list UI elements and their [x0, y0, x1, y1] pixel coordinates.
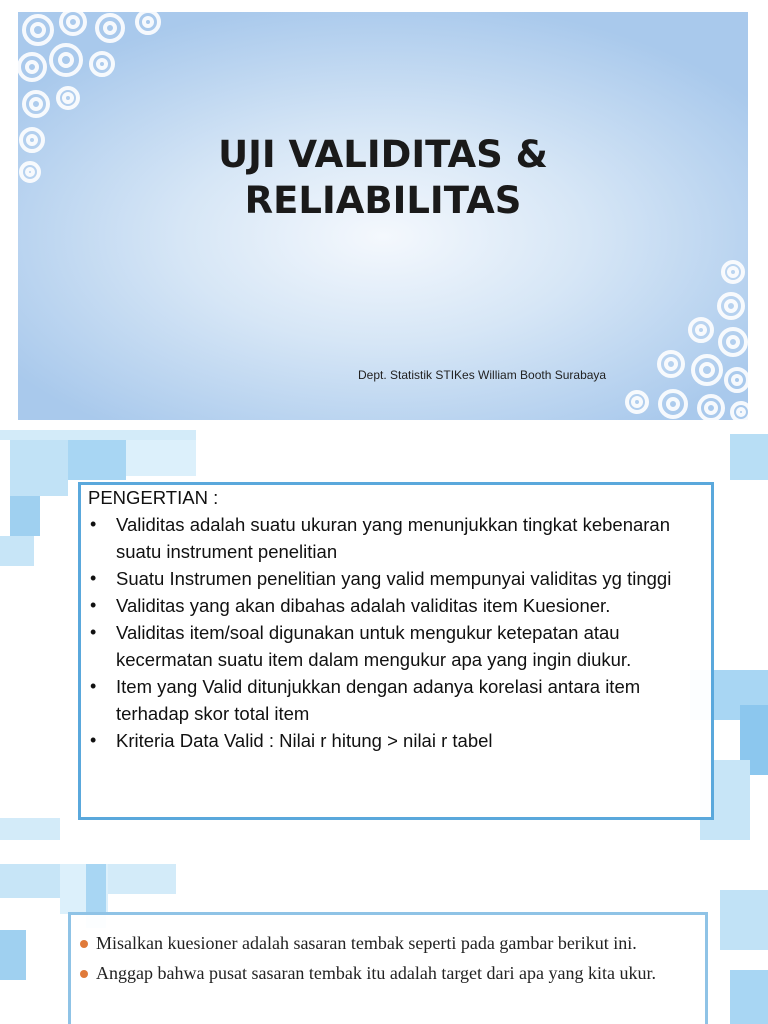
bullet-icon: •	[90, 622, 97, 642]
decor-square	[126, 440, 196, 476]
decor-square	[0, 536, 34, 566]
list-item-text: Validitas item/soal digunakan untuk mengukur ketepatan atau kecermatan suatu item dalam mengukur apa yang ingin diukur.	[116, 622, 632, 670]
list-item-text: Validitas yang akan dibahas adalah validitas item Kuesioner.	[116, 595, 611, 616]
list-item	[88, 727, 698, 754]
list-item-text: Suatu Instrumen penelitian yang valid mempunyai validitas yg tinggi	[116, 568, 672, 589]
decor-square	[0, 818, 60, 840]
bullet-icon: •	[90, 595, 97, 615]
title-slide	[18, 12, 748, 420]
swirl-ornament-bottom-right	[613, 260, 748, 420]
bullet-icon: •	[90, 568, 97, 588]
slide-title-line-2: RELIABILITAS	[244, 179, 522, 222]
list-item-text: Misalkan kuesioner adalah sasaran tembak seperti pada gambar berikut ini.	[96, 933, 637, 953]
decor-square	[108, 864, 176, 894]
list-item	[88, 673, 698, 727]
bullet-icon: •	[90, 676, 97, 696]
bullet-dot-icon	[80, 970, 88, 978]
list-item-text: Kriteria Data Valid : Nilai r hitung > nilai r tabel	[116, 730, 493, 751]
bullet-icon: •	[90, 514, 97, 534]
list-item-text: Anggap bahwa pusat sasaran tembak itu adalah target dari apa yang kita ukur.	[96, 963, 656, 983]
slide-subtitle: Dept. Statistik STIKes William Booth Surabaya	[358, 368, 607, 382]
decor-square	[0, 930, 26, 980]
decor-square	[730, 434, 768, 480]
definition-content	[88, 484, 698, 754]
list-item	[78, 932, 708, 954]
slide-title-line-1: UJI VALIDITAS &	[218, 133, 548, 176]
decor-square	[10, 440, 68, 496]
decor-square	[10, 496, 40, 536]
decor-square	[0, 430, 196, 440]
definition-list	[88, 511, 698, 754]
decor-square	[0, 864, 60, 898]
section-heading: PENGERTIAN :	[88, 487, 219, 508]
decor-square	[730, 970, 768, 1024]
bullet-icon: •	[90, 730, 97, 750]
list-item	[88, 565, 698, 592]
list-item	[88, 619, 698, 673]
list-item	[78, 962, 708, 984]
example-list	[78, 932, 708, 992]
bullet-dot-icon	[80, 940, 88, 948]
slide-title	[18, 132, 748, 224]
definition-slide	[0, 430, 768, 840]
list-item-text: Item yang Valid ditunjukkan dengan adanya korelasi antara item terhadap skor total item	[116, 676, 641, 724]
example-slide	[0, 850, 768, 1024]
decor-square	[68, 440, 126, 480]
list-item-text: Validitas adalah suatu ukuran yang menunjukkan tingkat kebenaran suatu instrument penelitian	[116, 514, 671, 562]
list-item	[88, 592, 698, 619]
decor-square	[720, 890, 768, 950]
list-item	[88, 511, 698, 565]
